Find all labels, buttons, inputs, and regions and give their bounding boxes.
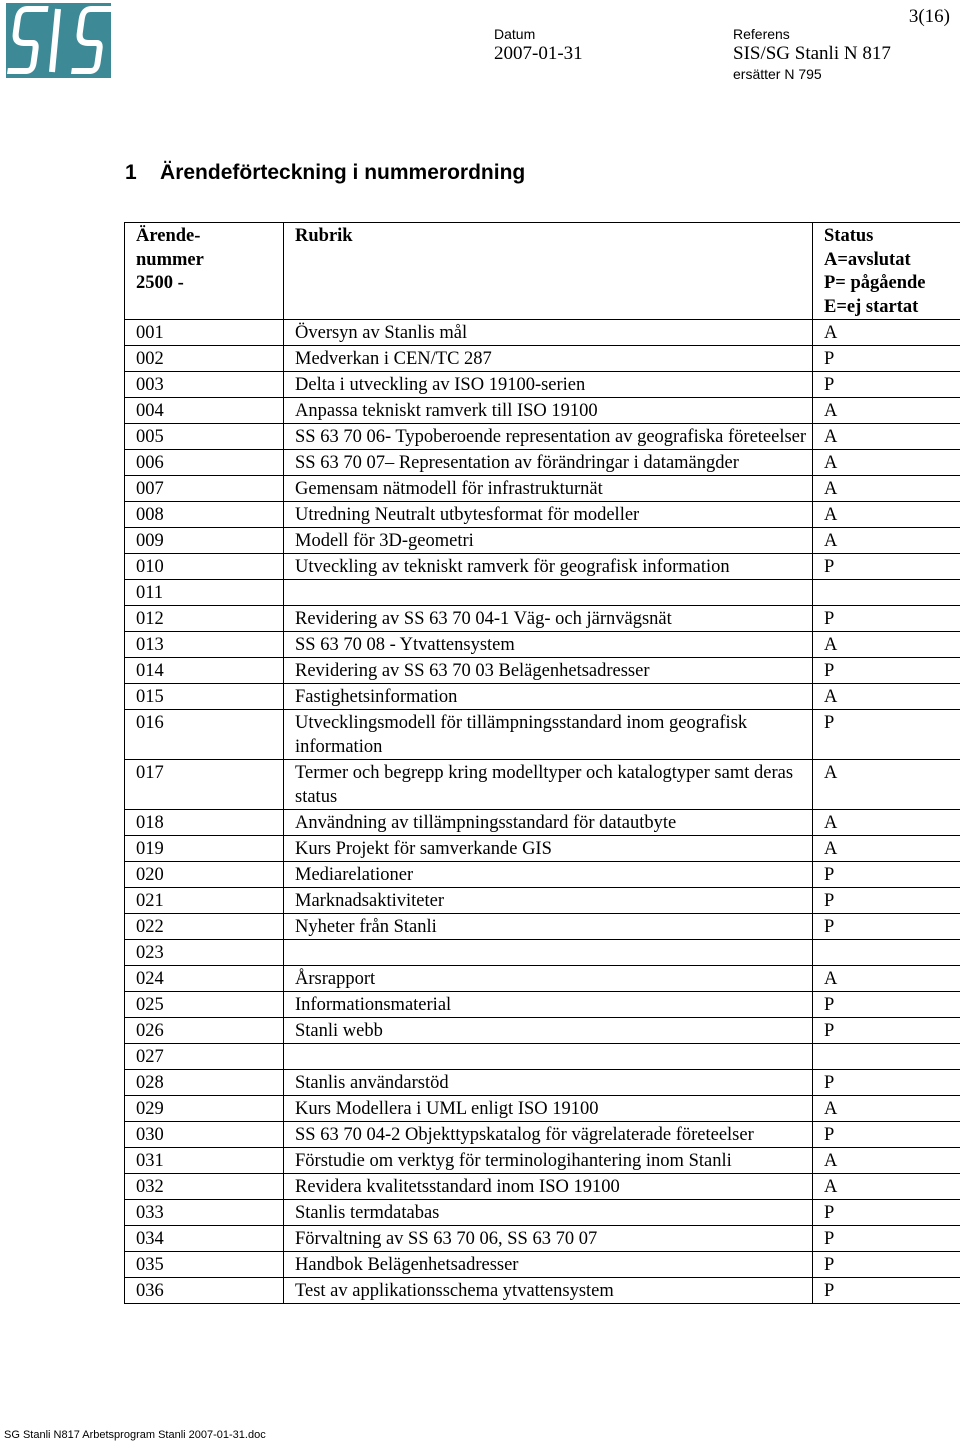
cell-rubrik: SS 63 70 08 - Ytvattensystem bbox=[284, 632, 813, 658]
table-row bbox=[125, 1252, 960, 1278]
cell-status: P bbox=[813, 1252, 960, 1278]
table-row bbox=[125, 1174, 960, 1200]
cell-status: A bbox=[813, 684, 960, 710]
cell-status: P bbox=[813, 862, 960, 888]
cell-rubrik: Mediarelationer bbox=[284, 862, 813, 888]
cell-number: 012 bbox=[125, 606, 284, 632]
cell-number: 010 bbox=[125, 554, 284, 580]
footer-filename: SG Stanli N817 Arbetsprogram Stanli 2007-01-31.doc bbox=[4, 1429, 266, 1441]
cell-rubrik: Revidera kvalitetsstandard inom ISO 19100 bbox=[284, 1174, 813, 1200]
table-row bbox=[125, 836, 960, 862]
cell-rubrik: Termer och begrepp kring modelltyper och katalogtyper samt deras status bbox=[284, 760, 813, 810]
table-row bbox=[125, 528, 960, 554]
cell-number: 024 bbox=[125, 966, 284, 992]
cell-rubrik: Medverkan i CEN/TC 287 bbox=[284, 346, 813, 372]
header-number-line: Ärende- bbox=[136, 226, 201, 246]
cell-number: 001 bbox=[125, 320, 284, 346]
cell-rubrik bbox=[284, 1044, 813, 1070]
table-row bbox=[125, 684, 960, 710]
cell-status: P bbox=[813, 346, 960, 372]
cell-rubrik: Marknadsaktiviteter bbox=[284, 888, 813, 914]
issue-table bbox=[124, 222, 960, 1304]
table-row bbox=[125, 760, 960, 810]
table-row bbox=[125, 606, 960, 632]
table-row bbox=[125, 1200, 960, 1226]
cell-number: 025 bbox=[125, 992, 284, 1018]
cell-status: A bbox=[813, 502, 960, 528]
header-number bbox=[125, 223, 284, 320]
cell-rubrik: Användning av tillämpningsstandard för datautbyte bbox=[284, 810, 813, 836]
cell-status: P bbox=[813, 1226, 960, 1252]
table-header-row bbox=[125, 223, 960, 320]
cell-status: P bbox=[813, 1018, 960, 1044]
cell-rubrik: Förstudie om verktyg för terminologihantering inom Stanli bbox=[284, 1148, 813, 1174]
reference-value: SIS/SG Stanli N 817 bbox=[733, 43, 891, 64]
cell-status: P bbox=[813, 1070, 960, 1096]
cell-number: 016 bbox=[125, 710, 284, 760]
header-status bbox=[813, 223, 960, 320]
table-row bbox=[125, 632, 960, 658]
table-row bbox=[125, 940, 960, 966]
cell-number: 003 bbox=[125, 372, 284, 398]
table-row bbox=[125, 710, 960, 760]
table-row bbox=[125, 424, 960, 450]
cell-number: 032 bbox=[125, 1174, 284, 1200]
cell-status: P bbox=[813, 1278, 960, 1304]
cell-rubrik: Kurs Projekt för samverkande GIS bbox=[284, 836, 813, 862]
table-row bbox=[125, 914, 960, 940]
cell-status: A bbox=[813, 528, 960, 554]
table-row bbox=[125, 862, 960, 888]
table-row bbox=[125, 1018, 960, 1044]
cell-rubrik: Modell för 3D-geometri bbox=[284, 528, 813, 554]
cell-number: 007 bbox=[125, 476, 284, 502]
cell-number: 021 bbox=[125, 888, 284, 914]
cell-rubrik bbox=[284, 940, 813, 966]
table-row bbox=[125, 1226, 960, 1252]
header-status-line: P= pågående bbox=[824, 273, 926, 293]
cell-status: P bbox=[813, 372, 960, 398]
cell-rubrik: Stanlis användarstöd bbox=[284, 1070, 813, 1096]
cell-number: 018 bbox=[125, 810, 284, 836]
cell-rubrik: Test av applikationsschema ytvattensystem bbox=[284, 1278, 813, 1304]
table-row bbox=[125, 554, 960, 580]
cell-status: A bbox=[813, 320, 960, 346]
section-heading bbox=[125, 161, 525, 185]
table-row bbox=[125, 810, 960, 836]
cell-number: 034 bbox=[125, 1226, 284, 1252]
cell-number: 035 bbox=[125, 1252, 284, 1278]
cell-number: 029 bbox=[125, 1096, 284, 1122]
cell-status: A bbox=[813, 1148, 960, 1174]
date-label: Datum bbox=[494, 26, 536, 42]
cell-rubrik: Utveckling av tekniskt ramverk för geografisk information bbox=[284, 554, 813, 580]
cell-status: A bbox=[813, 760, 960, 810]
cell-rubrik: SS 63 70 06- Typoberoende representation av geografiska företeelser bbox=[284, 424, 813, 450]
header-status-line: A=avslutat bbox=[824, 249, 911, 270]
header-number-line: 2500 - bbox=[136, 273, 184, 293]
cell-number: 028 bbox=[125, 1070, 284, 1096]
cell-number: 030 bbox=[125, 1122, 284, 1148]
cell-rubrik: Gemensam nätmodell för infrastrukturnät bbox=[284, 476, 813, 502]
table-row bbox=[125, 320, 960, 346]
header-status-line: Status bbox=[824, 226, 874, 246]
cell-rubrik: Handbok Belägenhetsadresser bbox=[284, 1252, 813, 1278]
cell-status: A bbox=[813, 966, 960, 992]
cell-rubrik: Stanlis termdatabas bbox=[284, 1200, 813, 1226]
table-row bbox=[125, 1070, 960, 1096]
cell-status bbox=[813, 1044, 960, 1070]
cell-status: P bbox=[813, 992, 960, 1018]
cell-number: 033 bbox=[125, 1200, 284, 1226]
cell-rubrik: Delta i utveckling av ISO 19100-serien bbox=[284, 372, 813, 398]
cell-status: P bbox=[813, 658, 960, 684]
cell-status: P bbox=[813, 606, 960, 632]
cell-number: 005 bbox=[125, 424, 284, 450]
section-number: 1 bbox=[125, 161, 137, 184]
table-row bbox=[125, 658, 960, 684]
section-title: Ärendeförteckning i nummerordning bbox=[160, 161, 526, 184]
header-number-line: nummer bbox=[136, 249, 204, 270]
table-row bbox=[125, 888, 960, 914]
cell-rubrik: Kurs Modellera i UML enligt ISO 19100 bbox=[284, 1096, 813, 1122]
cell-rubrik bbox=[284, 580, 813, 606]
cell-status: P bbox=[813, 888, 960, 914]
cell-number: 008 bbox=[125, 502, 284, 528]
cell-rubrik: Årsrapport bbox=[284, 966, 813, 992]
table-row bbox=[125, 1122, 960, 1148]
table-row bbox=[125, 398, 960, 424]
table-row bbox=[125, 966, 960, 992]
cell-number: 036 bbox=[125, 1278, 284, 1304]
cell-number: 013 bbox=[125, 632, 284, 658]
cell-rubrik: SS 63 70 07– Representation av förändringar i datamängder bbox=[284, 450, 813, 476]
cell-rubrik: Anpassa tekniskt ramverk till ISO 19100 bbox=[284, 398, 813, 424]
cell-number: 009 bbox=[125, 528, 284, 554]
header-rubrik-label: Rubrik bbox=[295, 226, 353, 246]
cell-rubrik: Informationsmaterial bbox=[284, 992, 813, 1018]
table-row bbox=[125, 992, 960, 1018]
cell-status: A bbox=[813, 1174, 960, 1200]
cell-number: 022 bbox=[125, 914, 284, 940]
cell-status: A bbox=[813, 398, 960, 424]
cell-number: 031 bbox=[125, 1148, 284, 1174]
cell-number: 026 bbox=[125, 1018, 284, 1044]
header-rubrik bbox=[284, 223, 813, 320]
cell-status: A bbox=[813, 450, 960, 476]
sis-logo bbox=[6, 3, 111, 78]
cell-rubrik: Förvaltning av SS 63 70 06, SS 63 70 07 bbox=[284, 1226, 813, 1252]
cell-number: 011 bbox=[125, 580, 284, 606]
cell-status: A bbox=[813, 424, 960, 450]
cell-status: P bbox=[813, 1122, 960, 1148]
cell-status: A bbox=[813, 632, 960, 658]
table-row bbox=[125, 1278, 960, 1304]
cell-rubrik: Utvecklingsmodell för tillämpningsstandard inom geografisk information bbox=[284, 710, 813, 760]
table-row bbox=[125, 450, 960, 476]
cell-number: 002 bbox=[125, 346, 284, 372]
cell-status bbox=[813, 580, 960, 606]
cell-status: A bbox=[813, 810, 960, 836]
cell-number: 015 bbox=[125, 684, 284, 710]
cell-rubrik: Revidering av SS 63 70 04-1 Väg- och järnvägsnät bbox=[284, 606, 813, 632]
table-row bbox=[125, 372, 960, 398]
cell-number: 020 bbox=[125, 862, 284, 888]
table-row bbox=[125, 476, 960, 502]
cell-status: P bbox=[813, 554, 960, 580]
cell-rubrik: Utredning Neutralt utbytesformat för modeller bbox=[284, 502, 813, 528]
cell-rubrik: Fastighetsinformation bbox=[284, 684, 813, 710]
cell-number: 006 bbox=[125, 450, 284, 476]
cell-number: 014 bbox=[125, 658, 284, 684]
cell-status: P bbox=[813, 914, 960, 940]
cell-number: 017 bbox=[125, 760, 284, 810]
cell-number: 004 bbox=[125, 398, 284, 424]
table-row bbox=[125, 1044, 960, 1070]
table-row bbox=[125, 346, 960, 372]
table-row bbox=[125, 1096, 960, 1122]
cell-status: A bbox=[813, 836, 960, 862]
table-row bbox=[125, 1148, 960, 1174]
reference-label: Referens bbox=[733, 26, 790, 42]
cell-number: 023 bbox=[125, 940, 284, 966]
cell-rubrik: Nyheter från Stanli bbox=[284, 914, 813, 940]
page-number: 3(16) bbox=[908, 6, 950, 27]
cell-status: A bbox=[813, 476, 960, 502]
cell-number: 027 bbox=[125, 1044, 284, 1070]
cell-status bbox=[813, 940, 960, 966]
date-value: 2007-01-31 bbox=[494, 43, 583, 64]
cell-rubrik: Revidering av SS 63 70 03 Belägenhetsadresser bbox=[284, 658, 813, 684]
cell-rubrik: Översyn av Stanlis mål bbox=[284, 320, 813, 346]
header-status-line: E=ej startat bbox=[824, 296, 919, 317]
cell-status: P bbox=[813, 1200, 960, 1226]
cell-rubrik: SS 63 70 04-2 Objekttypskatalog för vägrelaterade företeelser bbox=[284, 1122, 813, 1148]
cell-number: 019 bbox=[125, 836, 284, 862]
cell-rubrik: Stanli webb bbox=[284, 1018, 813, 1044]
table-row bbox=[125, 580, 960, 606]
table-row bbox=[125, 502, 960, 528]
cell-status: A bbox=[813, 1096, 960, 1122]
cell-status: P bbox=[813, 710, 960, 760]
replaces-note: ersätter N 795 bbox=[733, 66, 822, 82]
